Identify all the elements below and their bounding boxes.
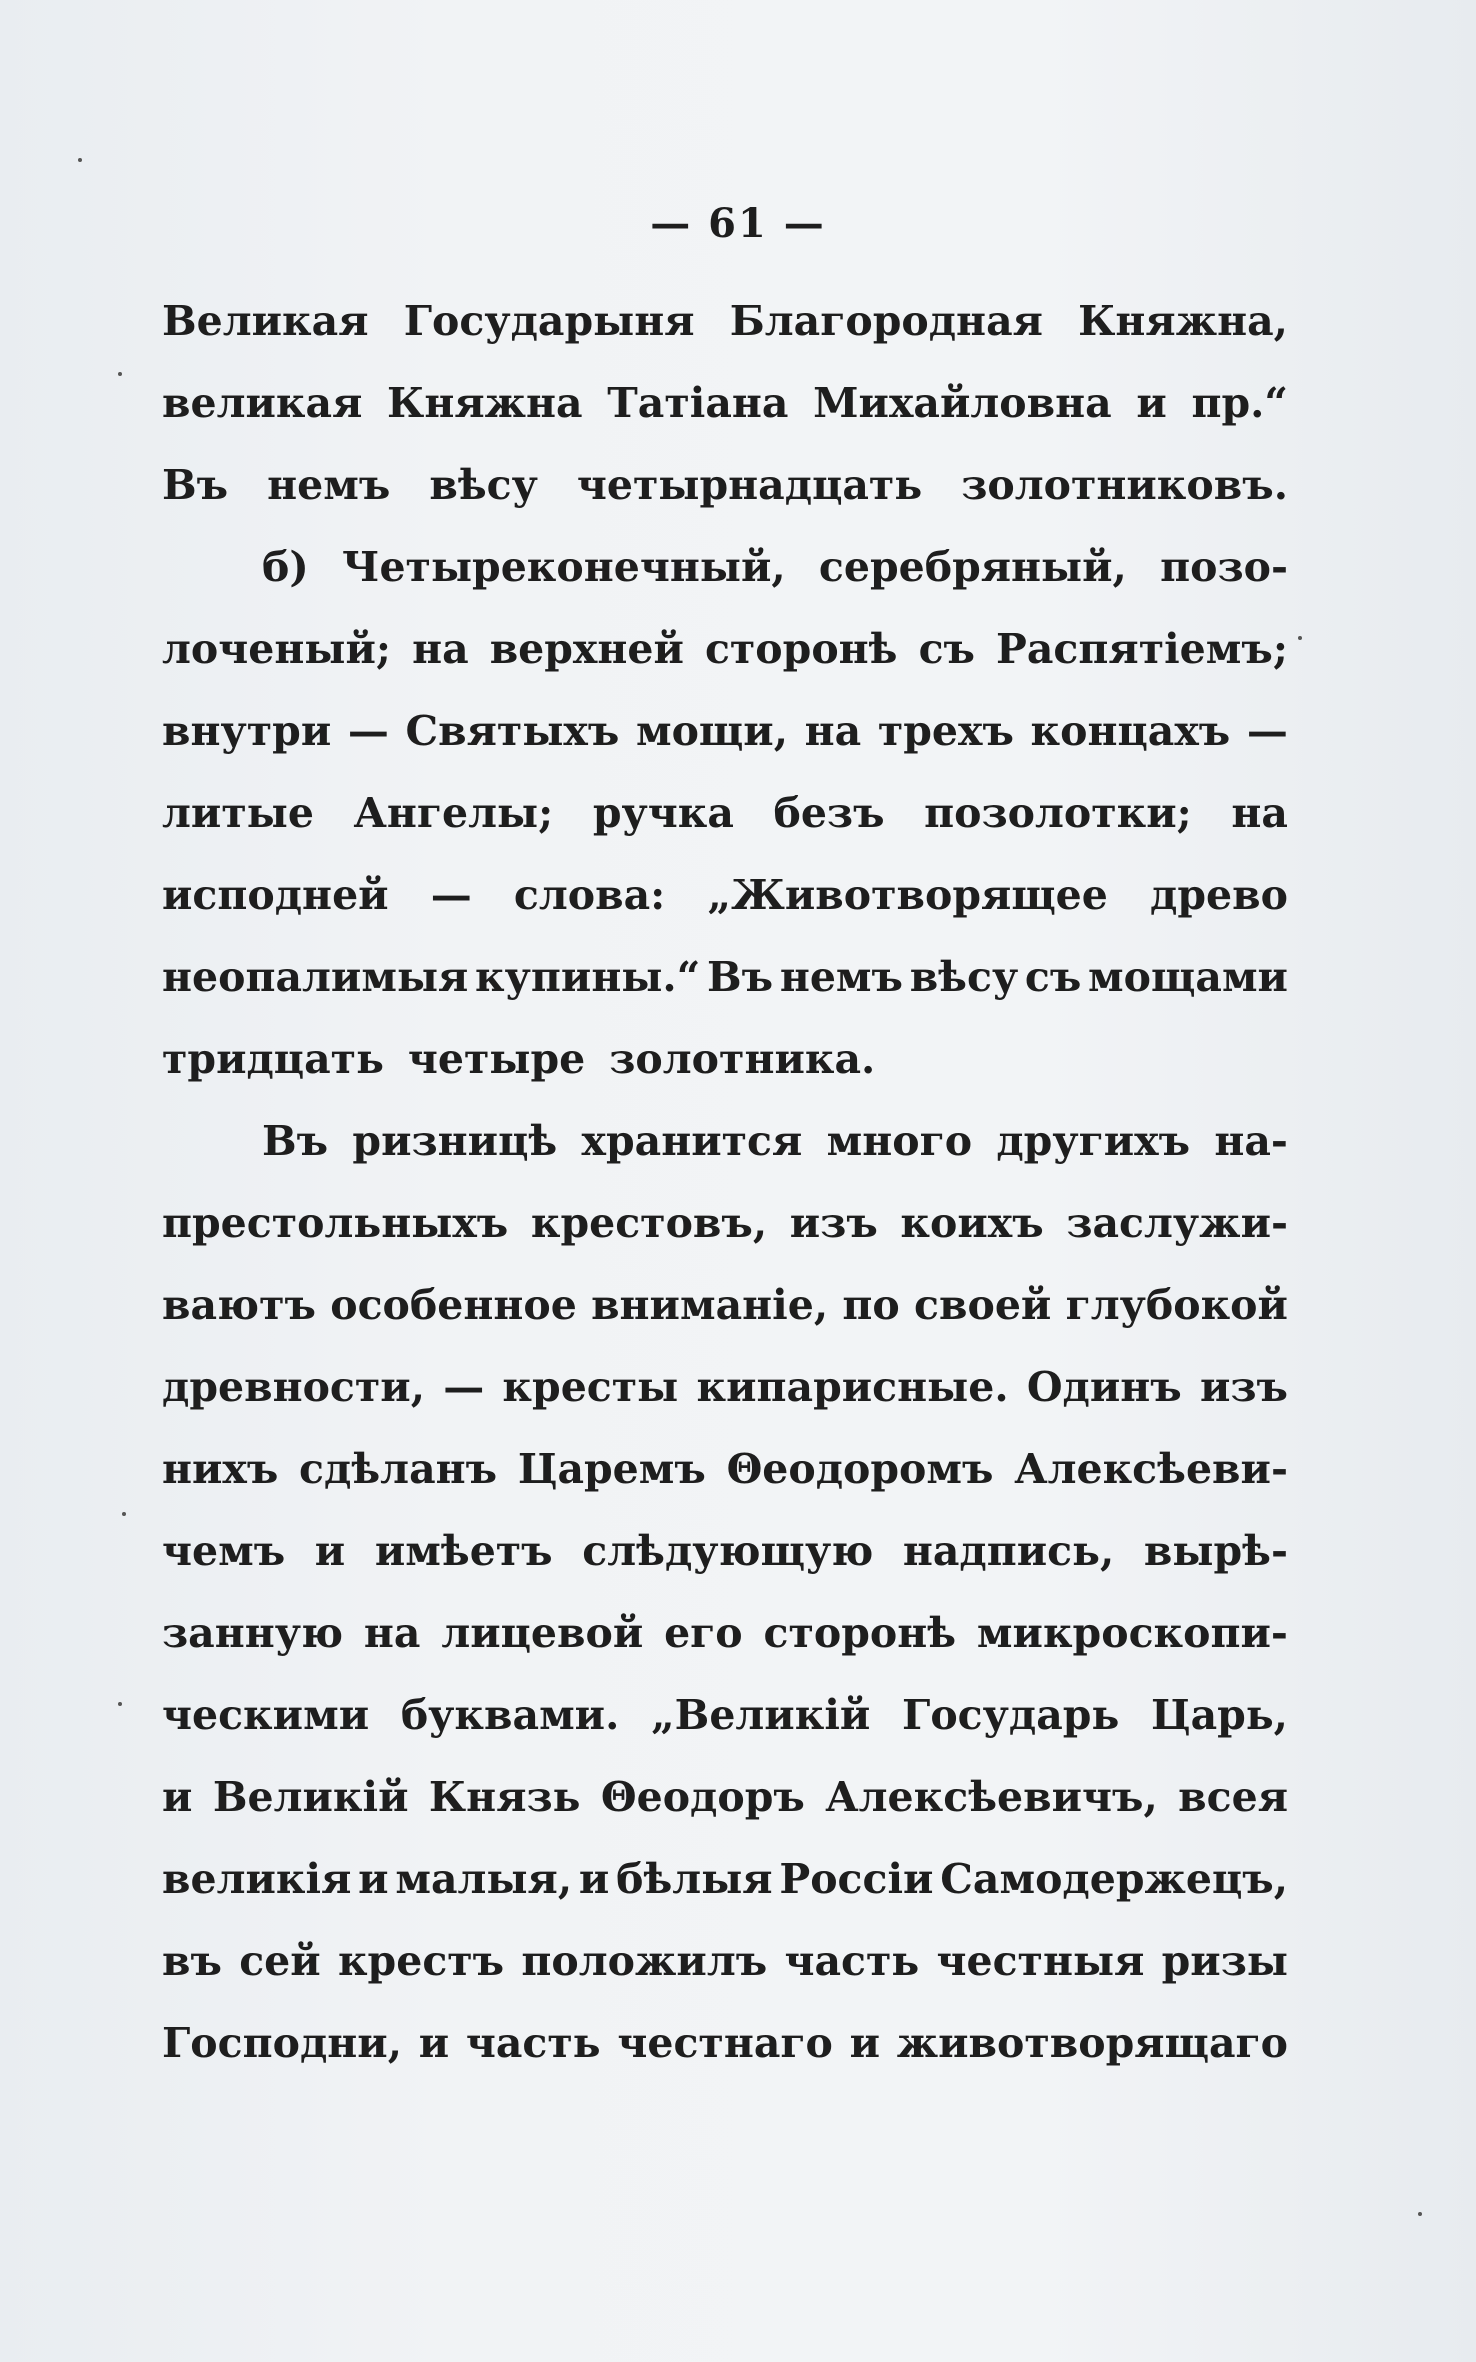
body-text [162,280,1288,2084]
word: положилъ [521,1937,768,1985]
word: съ [918,625,975,673]
word: Великая [162,297,369,345]
word: „Животворящее [707,871,1108,919]
word: вниманіе, [591,1281,829,1329]
word: — [1246,707,1288,755]
word: исподней [162,871,389,919]
page-number: — 61 — [650,200,826,247]
word: Татіана [607,379,789,427]
word: крестъ [337,1937,505,1985]
word: Въ [162,461,229,509]
word: сей [239,1937,321,1985]
word: на- [1214,1117,1288,1165]
word: честныя [936,1937,1145,1985]
word: вѣсу [909,953,1019,1001]
word: кипарисные. [696,1363,1009,1411]
word: ризницѣ [352,1117,558,1165]
word: микроскопи- [976,1609,1288,1657]
word: чемъ [162,1527,286,1575]
word: Великій [212,1773,409,1821]
text-line [162,526,1288,608]
word: трехъ [877,707,1014,755]
word: Господни, [162,2019,402,2067]
word: по [842,1281,900,1329]
text-line [162,1674,1288,1756]
word: древо [1150,871,1288,919]
word: бѣлыя [616,1855,773,1903]
word: концахъ [1030,707,1231,755]
word: своей [914,1281,1052,1329]
word: великія [162,1855,352,1903]
word: немъ [779,953,903,1001]
word: его [664,1609,743,1657]
text-line [162,690,1288,772]
word: нихъ [162,1445,279,1493]
word: древности, [162,1363,425,1411]
text-line [162,854,1288,936]
word: Михайловна [813,379,1112,427]
word: позолотки; [924,789,1192,837]
text-line [162,1018,1288,1100]
paper-speck [118,1702,122,1706]
word: кресты [502,1363,679,1411]
word: слѣдующую [582,1527,874,1575]
text-line [162,1428,1288,1510]
word: сторонѣ [704,625,898,673]
word: Θеодоръ [600,1773,805,1821]
word: сдѣланъ [299,1445,498,1493]
word: Россіи [779,1855,934,1903]
word: и [162,1773,193,1821]
word: золотника. [609,1035,876,1083]
word: и [358,1855,389,1903]
word: безъ [773,789,885,837]
word: особенное [330,1281,577,1329]
paper-speck [1418,2212,1422,2216]
word: Святыхъ [405,707,620,755]
word: часть [465,2019,601,2067]
word: — [347,707,389,755]
word: изъ [789,1199,878,1247]
word: Распятіемъ; [996,625,1288,673]
text-line [162,362,1288,444]
word: — [430,871,472,919]
word: великая [162,379,363,427]
word: четырнадцать [576,461,923,509]
text-line [162,1920,1288,2002]
word: надпись, [902,1527,1115,1575]
paper-speck [122,1512,126,1516]
word: — [443,1363,485,1411]
word: вырѣ- [1143,1527,1288,1575]
word: много [826,1117,973,1165]
text-line [162,2002,1288,2084]
word: Государь [902,1691,1120,1739]
word: животворящаго [896,2019,1288,2067]
text-line [162,936,1288,1018]
word: часть [784,1937,920,1985]
text-line [162,1510,1288,1592]
word: ваютъ [162,1281,316,1329]
word: на [804,707,862,755]
word: съ [1024,953,1082,1001]
text-line [162,1838,1288,1920]
word: на [363,1609,421,1657]
text-line [162,1756,1288,1838]
word: престольныхъ [162,1199,509,1247]
paper-speck [118,372,122,376]
word: занную [162,1609,344,1657]
word: мощами [1088,953,1288,1001]
paper-speck [1298,636,1302,640]
word: малыя, [395,1855,573,1903]
word: верхней [489,625,684,673]
word: имѣетъ [374,1527,553,1575]
word: немъ [267,461,391,509]
word: тридцать [162,1035,384,1083]
word: Благородная [729,297,1043,345]
word: въ [162,1937,222,1985]
word: лоченый; [162,625,392,673]
word: Царемъ [517,1445,706,1493]
word: изъ [1199,1363,1288,1411]
text-line [162,1346,1288,1428]
word: Четыреконечный, [342,543,786,591]
word: Ангелы; [353,789,554,837]
text-line [162,1264,1288,1346]
word: заслужи- [1066,1199,1288,1247]
word: глубокой [1065,1281,1288,1329]
word: мощи, [635,707,788,755]
text-line [162,444,1288,526]
word: золотниковъ. [961,461,1288,509]
word: буквами. [400,1691,620,1739]
word: позо- [1160,543,1288,591]
word: всея [1178,1773,1288,1821]
text-line [162,772,1288,854]
word: и [314,1527,346,1575]
word: другихъ [996,1117,1191,1165]
text-line [162,280,1288,362]
text-line [162,1592,1288,1674]
word: и [849,2019,881,2067]
word: Княжна [387,379,583,427]
word: Θеодоромъ [726,1445,994,1493]
word: „Великій [651,1691,871,1739]
word: Князь [428,1773,581,1821]
word: Государыня [403,297,695,345]
word: сторонѣ [763,1609,957,1657]
word: хранится [581,1117,803,1165]
word: лицевой [441,1609,644,1657]
word: серебряный, [818,543,1127,591]
word: Одинъ [1026,1363,1182,1411]
word: ручка [592,789,734,837]
word: Въ [707,953,774,1001]
word: купины.“ [475,953,701,1001]
word: на [1231,789,1288,837]
word: ческими [162,1691,370,1739]
word: Алексѣеви- [1014,1445,1288,1493]
word: пр.“ [1191,379,1288,427]
word: ризы [1161,1937,1288,1985]
word: Царь, [1150,1691,1288,1739]
word: Алексѣевичъ, [825,1773,1158,1821]
word: б) [262,543,309,591]
text-line [162,1182,1288,1264]
text-line [162,1100,1288,1182]
word: и [1136,379,1167,427]
word: Княжна, [1078,297,1288,345]
word: и [418,2019,450,2067]
word: на [412,625,469,673]
word: крестовъ, [530,1199,768,1247]
word: Самодержецъ, [940,1855,1288,1903]
word: и [578,1855,610,1903]
paper-speck [78,158,82,162]
text-line [162,608,1288,690]
word: внутри [162,707,332,755]
word: вѣсу [429,461,538,509]
word: слова: [513,871,666,919]
word: коихъ [900,1199,1044,1247]
word: неопалимыя [162,953,469,1001]
word: Въ [262,1117,329,1165]
word: четыре [407,1035,586,1083]
word: честнаго [617,2019,833,2067]
word: литые [162,789,314,837]
